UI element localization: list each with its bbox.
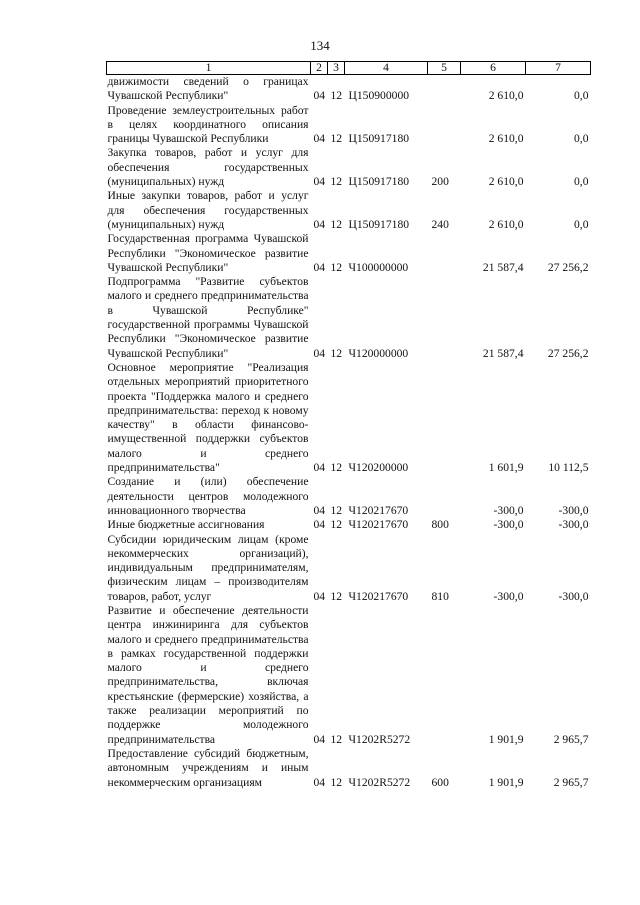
table-row xyxy=(107,75,591,104)
column-header: 6 xyxy=(461,62,526,75)
expense-type-cell: 600 xyxy=(431,775,449,789)
amount-year2-cell: 0,0 xyxy=(574,89,589,103)
table-row xyxy=(107,361,591,475)
target-article-cell: Ч120217670 xyxy=(348,503,409,517)
column-header: 5 xyxy=(428,62,461,75)
target-article-cell: Ц150917180 xyxy=(348,217,410,231)
amount-year1-cell: -300,0 xyxy=(493,503,524,517)
table-header xyxy=(107,62,591,75)
amount-year1-cell: 2 610,0 xyxy=(488,89,524,103)
amount-year1-cell: 2 610,0 xyxy=(488,132,524,146)
amount-year1-cell: 1 901,9 xyxy=(488,775,524,789)
row-name-cell: Государственная программа Чувашской Республики "Экономическое развитие Чувашской Республики" xyxy=(107,232,309,274)
section-code-cell: 04 xyxy=(313,346,326,360)
expense-type-cell xyxy=(428,104,461,147)
section-code-cell: 04 xyxy=(313,589,326,603)
row-name-cell: Развитие и обеспечение деятельности центра инжиниринга для субъектов малого и среднего предпринимательства в рамках государственной поддержки малого и среднего предпринимательства, включая крестьянские (фермерские) хозяйства, а также реализации мероприятий по поддержке молодежного предпринимательства xyxy=(107,603,309,746)
row-name-cell: Закупка товаров, работ и услуг для обеспечения государственных (муниципальных) нужд xyxy=(107,146,309,189)
amount-year1-cell: 1 601,9 xyxy=(488,461,524,475)
section-code-cell: 04 xyxy=(313,132,326,146)
section-code-cell: 04 xyxy=(313,732,326,746)
table-row xyxy=(107,189,591,232)
section-code-cell: 04 xyxy=(313,503,326,517)
section-code-cell: 04 xyxy=(313,217,326,231)
amount-year2-cell: 27 256,2 xyxy=(547,346,589,360)
expense-type-cell xyxy=(428,361,461,475)
subsection-code-cell: 12 xyxy=(330,217,343,231)
table-body xyxy=(107,75,591,790)
target-article-cell: Ч120217670 xyxy=(348,589,409,603)
target-article-cell: Ч1202R5272 xyxy=(348,775,411,789)
amount-year2-cell: 10 112,5 xyxy=(548,461,589,475)
subsection-code-cell: 12 xyxy=(330,518,343,532)
row-name-cell: Иные закупки товаров, работ и услуг для обеспечения государственных (муниципальных) нужд xyxy=(107,189,309,231)
subsection-code-cell: 12 xyxy=(330,89,343,103)
amount-year2-cell: -300,0 xyxy=(558,503,589,517)
expense-type-cell: 200 xyxy=(431,175,449,189)
amount-year1-cell: -300,0 xyxy=(493,518,524,532)
amount-year2-cell: -300,0 xyxy=(558,518,589,532)
target-article-cell: Ц150917180 xyxy=(348,132,410,146)
subsection-code-cell: 12 xyxy=(330,132,343,146)
amount-year1-cell: -300,0 xyxy=(493,589,524,603)
amount-year2-cell: 0,0 xyxy=(574,175,589,189)
target-article-cell: Ч120000000 xyxy=(348,346,409,360)
expense-type-cell xyxy=(428,604,461,747)
target-article-cell: Ч100000000 xyxy=(348,260,409,274)
row-name-cell: Основное мероприятие "Реализация отдельных мероприятий приоритетного проекта "Поддержка малого и среднего предпринимательства: переход к новому качеству" в области финансово-имущественной поддержки субъектов малого и среднего предпринимательства" xyxy=(107,360,309,475)
amount-year1-cell: 21 587,4 xyxy=(482,260,524,274)
amount-year1-cell: 21 587,4 xyxy=(482,346,524,360)
amount-year2-cell: 2 965,7 xyxy=(553,732,589,746)
amount-year2-cell: 0,0 xyxy=(574,132,589,146)
column-header: 2 xyxy=(311,62,328,75)
header-row xyxy=(107,62,591,75)
row-name-cell: Проведение землеустроительных работ в целях координатного описания границы Чувашской Республики xyxy=(107,103,309,146)
subsection-code-cell: 12 xyxy=(330,461,343,475)
page-number: 134 xyxy=(310,38,330,53)
column-header: 3 xyxy=(328,62,345,75)
section-code-cell: 04 xyxy=(313,518,326,532)
target-article-cell: Ц150917180 xyxy=(348,175,410,189)
expense-type-cell: 240 xyxy=(431,217,449,231)
table-row xyxy=(107,604,591,747)
amount-year2-cell: 0,0 xyxy=(574,217,589,231)
section-code-cell: 04 xyxy=(313,461,326,475)
expense-type-cell xyxy=(428,232,461,275)
table-row xyxy=(107,104,591,147)
target-article-cell: Ч1202R5272 xyxy=(348,732,411,746)
table-row xyxy=(107,475,591,518)
section-code-cell: 04 xyxy=(313,175,326,189)
column-header: 7 xyxy=(526,62,591,75)
subsection-code-cell: 12 xyxy=(330,589,343,603)
table-row xyxy=(107,518,591,532)
amount-year1-cell: 2 610,0 xyxy=(488,217,524,231)
expense-type-cell xyxy=(428,275,461,361)
amount-year1-cell: 2 610,0 xyxy=(488,175,524,189)
row-name-cell: Предоставление субсидий бюджетным, автономным учреждениям и иным некоммерческим организациям xyxy=(107,746,309,789)
row-name-cell: Иные бюджетные ассигнования xyxy=(107,518,265,532)
subsection-code-cell: 12 xyxy=(330,775,343,789)
subsection-code-cell: 12 xyxy=(330,346,343,360)
column-header: 1 xyxy=(107,62,311,75)
expense-type-cell: 800 xyxy=(431,518,449,532)
table-row xyxy=(107,146,591,189)
budget-table xyxy=(106,61,591,790)
table-row xyxy=(107,533,591,604)
amount-year1-cell: 1 901,9 xyxy=(488,732,524,746)
expense-type-cell xyxy=(428,75,461,104)
expense-type-cell: 810 xyxy=(431,589,449,603)
table-row xyxy=(107,232,591,275)
subsection-code-cell: 12 xyxy=(330,175,343,189)
target-article-cell: Ч120217670 xyxy=(348,518,409,532)
column-header: 4 xyxy=(345,62,428,75)
row-name-cell: движимости сведений о границах Чувашской Республики" xyxy=(107,75,309,103)
section-code-cell: 04 xyxy=(313,260,326,274)
section-code-cell: 04 xyxy=(313,775,326,789)
section-code-cell: 04 xyxy=(313,89,326,103)
subsection-code-cell: 12 xyxy=(330,503,343,517)
expense-type-cell xyxy=(428,475,461,518)
target-article-cell: Ч120200000 xyxy=(348,461,409,475)
subsection-code-cell: 12 xyxy=(330,732,343,746)
table-row xyxy=(107,747,591,790)
amount-year2-cell: 2 965,7 xyxy=(553,775,589,789)
row-name-cell: Создание и (или) обеспечение деятельности центров молодежного инновационного творчества xyxy=(107,475,309,517)
target-article-cell: Ц150900000 xyxy=(348,89,410,103)
amount-year2-cell: 27 256,2 xyxy=(547,260,589,274)
row-name-cell: Субсидии юридическим лицам (кроме некоммерческих организаций), индивидуальным предпринимателям, физическим лицам – производителям товаров, работ, услуг xyxy=(107,532,309,603)
row-name-cell: Подпрограмма "Развитие субъектов малого и среднего предпринимательства в Чувашской Республике" государственной программы Чувашской Республики "Экономическое развитие Чувашской Республики" xyxy=(107,275,309,360)
table-row xyxy=(107,275,591,361)
subsection-code-cell: 12 xyxy=(330,260,343,274)
amount-year2-cell: -300,0 xyxy=(558,589,589,603)
